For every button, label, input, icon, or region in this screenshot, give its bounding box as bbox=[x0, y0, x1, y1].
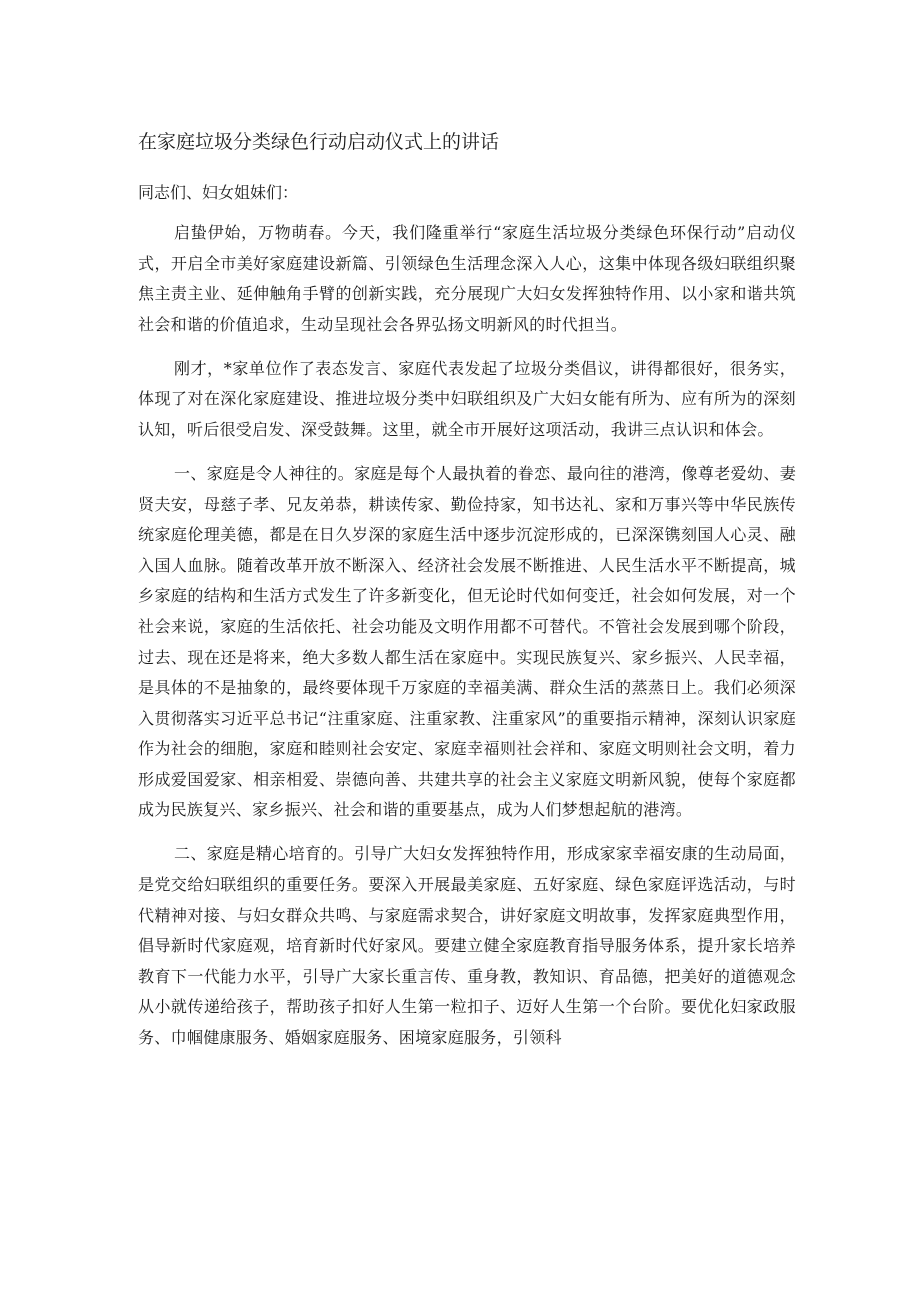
paragraph-point-one: 一、家庭是令人神往的。家庭是每个人最执着的眷恋、最向往的港湾，像尊老爱幼、妻贤夫安，母慈子孝、兄友弟恭，耕读传家、勤俭持家，知书达礼、家和万事兴等中华民族传统家庭伦理美德，都是在日久岁深的家庭生活中逐步沉淀形成的，已深深镌刻国人心灵、融入国人血脉。随着改革开放不断深入、经济社会发展不断推进、人民生活水平不断提高，城乡家庭的结构和生活方式发生了许多新变化，但无论时代如何变迁，社会如何发展，对一个社会来说，家庭的生活依托、社会功能及文明作用都不可替代。不管社会发展到哪个阶段，过去、现在还是将来，绝大多数人都生活在家庭中。实现民族复兴、家乡振兴、人民幸福，是具体的不是抽象的，最终要体现千万家庭的幸福美满、群众生活的蒸蒸日上。我们必须深入贯彻落实习近平总书记“注重家庭、注重家教、注重家风”的重要指示精神，深刻认识家庭作为社会的细胞，家庭和睦则社会安定、家庭幸福则社会祥和、家庭文明则社会文明，着力形成爱国爱家、相亲相爱、崇德向善、共建共享的社会主义家庭文明新风貌，使每个家庭都成为民族复兴、家乡振兴、社会和谐的重要基点，成为人们梦想起航的港湾。 bbox=[138, 463, 796, 820]
document-title: 在家庭垃圾分类绿色行动启动仪式上的讲话 bbox=[138, 131, 500, 153]
document-body bbox=[138, 218, 796, 1067]
paragraph-response: 刚才，*家单位作了表态发言、家庭代表发起了垃圾分类倡议，讲得都很好，很务实，体现了对在深化家庭建设、推进垃圾分类中妇联组织及广大妇女能有所为、应有所为的深刻认知，听后很受启发、深受鼓舞。这里，就全市开展好这项活动，我讲三点认识和体会。 bbox=[138, 358, 796, 439]
paragraph-opening: 启蛰伊始，万物萌春。今天，我们隆重举行“家庭生活垃圾分类绿色环保行动”启动仪式，开启全市美好家庭建设新篇、引领绿色生活理念深入人心，这集中体现各级妇联组织聚焦主责主业、延伸触角手臂的创新实践，充分展现广大妇女发挥独特作用、以小家和谐共筑社会和谐的价值追求，生动呈现社会各界弘扬文明新风的时代担当。 bbox=[138, 223, 796, 334]
paragraph-point-two: 二、家庭是精心培育的。引导广大妇女发挥独特作用，形成家家幸福安康的生动局面，是党交给妇联组织的重要任务。要深入开展最美家庭、五好家庭、绿色家庭评选活动，与时代精神对接、与妇女群众共鸣、与家庭需求契合，讲好家庭文明故事，发挥家庭典型作用，倡导新时代家庭观，培育新时代好家风。要建立健全家庭教育指导服务体系，提升家长培养教育下一代能力水平，引导广大家长重言传、重身教，教知识、育品德，把美好的道德观念从小就传递给孩子，帮助孩子扣好人生第一粒扣子、迈好人生第一个台阶。要优化妇家政服务、巾帼健康服务、婚姻家庭服务、困境家庭服务，引领科 bbox=[138, 844, 796, 1048]
salutation: 同志们、妇女姐妹们： bbox=[138, 183, 299, 202]
